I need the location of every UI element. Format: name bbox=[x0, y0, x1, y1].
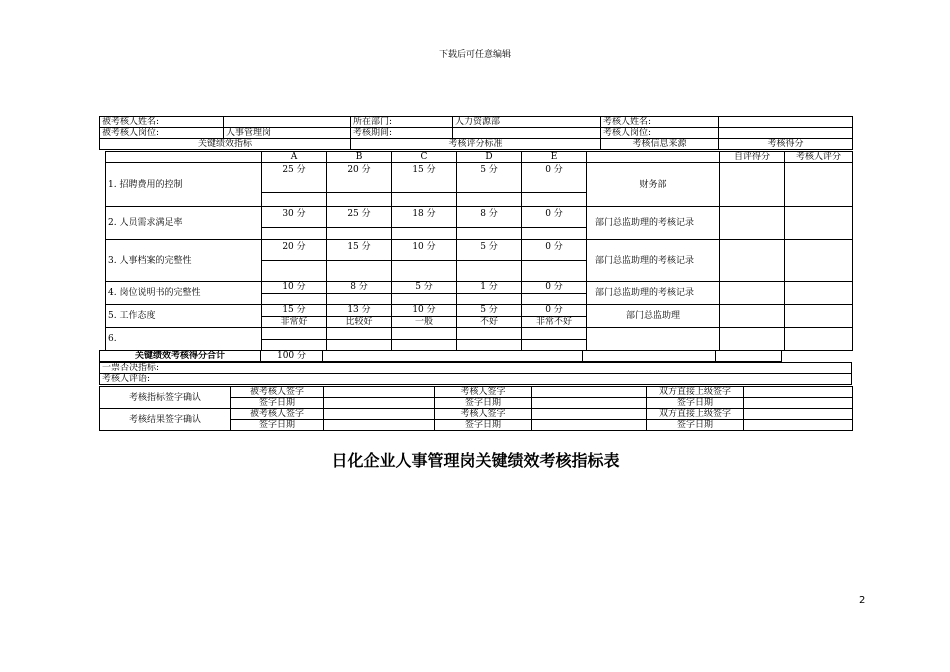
sign-date-label: 签字日期 bbox=[647, 420, 744, 431]
kpi-name: 6. bbox=[106, 328, 262, 351]
kpi-blank bbox=[327, 193, 392, 207]
kpi-blank bbox=[262, 228, 327, 240]
evaluator-sign-field[interactable] bbox=[532, 409, 647, 420]
sign-date-label: 签字日期 bbox=[647, 398, 744, 409]
kpi-blank bbox=[262, 293, 327, 305]
grade-c: C bbox=[392, 152, 457, 163]
evaluatee-name-label: 被考核人姓名: bbox=[100, 117, 224, 128]
sign-date-label: 签字日期 bbox=[231, 398, 324, 409]
superior-sign-field[interactable] bbox=[744, 387, 853, 398]
kpi-blank bbox=[457, 293, 522, 305]
sign-date-label: 签字日期 bbox=[435, 398, 532, 409]
kpi-source: 部门总监助理的考核记录 bbox=[587, 240, 720, 282]
kpi-descriptor: 一般 bbox=[392, 316, 457, 328]
kpi-blank bbox=[392, 293, 457, 305]
evaluator-score-cell[interactable] bbox=[785, 207, 853, 240]
evaluatee-sign-field[interactable] bbox=[324, 409, 435, 420]
kpi-confirm-label: 考核指标签字确认 bbox=[100, 387, 231, 409]
evaluatee-post-value: 人事管理岗 bbox=[224, 128, 351, 139]
self-score-cell[interactable] bbox=[720, 328, 785, 351]
kpi-blank bbox=[262, 328, 327, 340]
kpi-blank bbox=[457, 328, 522, 340]
self-score-cell[interactable] bbox=[720, 282, 785, 305]
col-score-header: 考核得分 bbox=[719, 139, 853, 150]
kpi-blank bbox=[522, 328, 587, 340]
kpi-score: 10 分 bbox=[392, 240, 457, 261]
kpi-name: 2. 人员需求满足率 bbox=[106, 207, 262, 240]
kpi-blank bbox=[457, 261, 522, 282]
kpi-score: 5 分 bbox=[457, 163, 522, 193]
result-confirm-label: 考核结果签字确认 bbox=[100, 409, 231, 431]
sign-date-field[interactable] bbox=[532, 420, 647, 431]
sign-date-label: 签字日期 bbox=[435, 420, 532, 431]
kpi-name: 1. 招聘费用的控制 bbox=[106, 163, 262, 207]
evaluator-name-value bbox=[719, 117, 853, 128]
kpi-score: 5 分 bbox=[457, 305, 522, 317]
self-score-cell[interactable] bbox=[720, 240, 785, 282]
header-note: 下载后可任意编辑 bbox=[438, 50, 511, 60]
kpi-name: 5. 工作态度 bbox=[106, 305, 262, 328]
grade-e: E bbox=[522, 152, 587, 163]
total-blank bbox=[583, 351, 716, 362]
sign-date-field[interactable] bbox=[324, 420, 435, 431]
info-table bbox=[99, 116, 853, 150]
evaluatee-sign-label: 被考核人签字 bbox=[231, 409, 324, 420]
kpi-score: 0 分 bbox=[522, 207, 587, 228]
kpi-score: 20 分 bbox=[327, 163, 392, 193]
superior-sign-label: 双方直接上级签字 bbox=[647, 387, 744, 398]
kpi-blank bbox=[522, 228, 587, 240]
kpi-name: 3. 人事档案的完整性 bbox=[106, 240, 262, 282]
page-number: 2 bbox=[859, 595, 866, 606]
kpi-source: 财务部 bbox=[587, 163, 720, 207]
document-title: 日化企业人事管理岗关键绩效考核指标表 bbox=[331, 451, 620, 470]
kpi-blank bbox=[522, 293, 587, 305]
evaluator-sign-field[interactable] bbox=[532, 387, 647, 398]
kpi-score: 0 分 bbox=[522, 163, 587, 193]
kpi-score: 0 分 bbox=[522, 240, 587, 261]
kpi-blank bbox=[327, 228, 392, 240]
signature-table bbox=[99, 386, 853, 431]
kpi-score: 10 分 bbox=[262, 282, 327, 294]
evaluator-score-cell[interactable] bbox=[785, 240, 853, 282]
sign-date-field[interactable] bbox=[744, 398, 853, 409]
superior-sign-field[interactable] bbox=[744, 409, 853, 420]
evaluator-sign-label: 考核人签字 bbox=[435, 409, 532, 420]
kpi-score: 0 分 bbox=[522, 282, 587, 294]
kpi-blank bbox=[522, 261, 587, 282]
dept-label: 所在部门: bbox=[351, 117, 453, 128]
kpi-blank bbox=[457, 339, 522, 351]
kpi-blank bbox=[392, 228, 457, 240]
kpi-blank bbox=[392, 193, 457, 207]
kpi-blank bbox=[327, 293, 392, 305]
self-score-header: 自评得分 bbox=[720, 152, 785, 163]
kpi-blank bbox=[522, 339, 587, 351]
total-blank bbox=[323, 351, 583, 362]
kpi-blank bbox=[522, 193, 587, 207]
evaluator-score-cell[interactable] bbox=[785, 328, 853, 351]
self-score-cell[interactable] bbox=[720, 207, 785, 240]
evaluatee-sign-label: 被考核人签字 bbox=[231, 387, 324, 398]
kpi-score: 13 分 bbox=[327, 305, 392, 317]
kpi-blank bbox=[457, 228, 522, 240]
self-score-cell[interactable] bbox=[720, 163, 785, 207]
kpi-score: 0 分 bbox=[522, 305, 587, 317]
sign-date-label: 签字日期 bbox=[231, 420, 324, 431]
kpi-blank bbox=[392, 261, 457, 282]
total-label: 关键绩效考核得分合计 bbox=[100, 351, 261, 362]
kpi-score: 25 分 bbox=[262, 163, 327, 193]
kpi-score: 20 分 bbox=[262, 240, 327, 261]
evaluator-score-cell[interactable] bbox=[785, 305, 853, 328]
sign-date-field[interactable] bbox=[532, 398, 647, 409]
grade-b: B bbox=[327, 152, 392, 163]
evaluatee-post-label: 被考核人岗位: bbox=[100, 128, 224, 139]
veto-table bbox=[99, 362, 852, 385]
kpi-score: 18 分 bbox=[392, 207, 457, 228]
grade-d: D bbox=[457, 152, 522, 163]
kpi-blank bbox=[457, 193, 522, 207]
kpi-blank bbox=[392, 339, 457, 351]
col-standard-header: 考核评分标准 bbox=[351, 139, 601, 150]
kpi-score: 15 分 bbox=[392, 163, 457, 193]
kpi-blank bbox=[327, 339, 392, 351]
total-self-score[interactable] bbox=[716, 351, 782, 362]
kpi-descriptor: 比较好 bbox=[327, 316, 392, 328]
kpi-score: 30 分 bbox=[262, 207, 327, 228]
kpi-score: 15 分 bbox=[327, 240, 392, 261]
kpi-score: 15 分 bbox=[262, 305, 327, 317]
kpi-source bbox=[587, 328, 720, 351]
kpi-score: 5 分 bbox=[457, 240, 522, 261]
kpi-descriptor: 不好 bbox=[457, 316, 522, 328]
kpi-score: 5 分 bbox=[392, 282, 457, 294]
veto-label: 一票否决指标: bbox=[100, 363, 852, 374]
period-value bbox=[453, 128, 601, 139]
evaluator-score-cell[interactable] bbox=[785, 282, 853, 305]
sign-date-field[interactable] bbox=[324, 398, 435, 409]
evaluator-post-label: 考核人岗位: bbox=[601, 128, 719, 139]
total-table bbox=[99, 350, 782, 362]
kpi-source: 部门总监助理 bbox=[587, 305, 720, 328]
col-kpi-header: 关键绩效指标 bbox=[100, 139, 351, 150]
kpi-score: 10 分 bbox=[392, 305, 457, 317]
comment-label: 考核人评语: bbox=[100, 374, 852, 385]
dept-value: 人力资源部 bbox=[453, 117, 601, 128]
kpi-blank bbox=[262, 339, 327, 351]
kpi-score: 1 分 bbox=[457, 282, 522, 294]
kpi-blank bbox=[327, 261, 392, 282]
source-header-blank bbox=[587, 152, 720, 163]
col-source-header: 考核信息来源 bbox=[601, 139, 719, 150]
evaluator-post-value bbox=[719, 128, 853, 139]
self-score-cell[interactable] bbox=[720, 305, 785, 328]
kpi-score: 8 分 bbox=[327, 282, 392, 294]
evaluatee-name-value bbox=[224, 117, 351, 128]
kpi-table bbox=[105, 151, 853, 351]
kpi-descriptor: 非常好 bbox=[262, 316, 327, 328]
superior-sign-label: 双方直接上级签字 bbox=[647, 409, 744, 420]
kpi-descriptor: 非常不好 bbox=[522, 316, 587, 328]
evaluator-score-cell[interactable] bbox=[785, 163, 853, 207]
evaluator-sign-label: 考核人签字 bbox=[435, 387, 532, 398]
total-value: 100 分 bbox=[261, 351, 323, 362]
kpi-blank bbox=[327, 328, 392, 340]
kpi-score: 25 分 bbox=[327, 207, 392, 228]
evaluator-score-header: 考核人评分 bbox=[785, 152, 853, 163]
grade-header-blank bbox=[106, 152, 262, 163]
kpi-source: 部门总监助理的考核记录 bbox=[587, 207, 720, 240]
kpi-name: 4. 岗位说明书的完整性 bbox=[106, 282, 262, 305]
kpi-source: 部门总监助理的考核记录 bbox=[587, 282, 720, 305]
period-label: 考核期间: bbox=[351, 128, 453, 139]
evaluatee-sign-field[interactable] bbox=[324, 387, 435, 398]
kpi-score: 8 分 bbox=[457, 207, 522, 228]
grade-a: A bbox=[262, 152, 327, 163]
kpi-blank bbox=[392, 328, 457, 340]
sign-date-field[interactable] bbox=[744, 420, 853, 431]
evaluator-name-label: 考核人姓名: bbox=[601, 117, 719, 128]
kpi-blank bbox=[262, 193, 327, 207]
kpi-blank bbox=[262, 261, 327, 282]
